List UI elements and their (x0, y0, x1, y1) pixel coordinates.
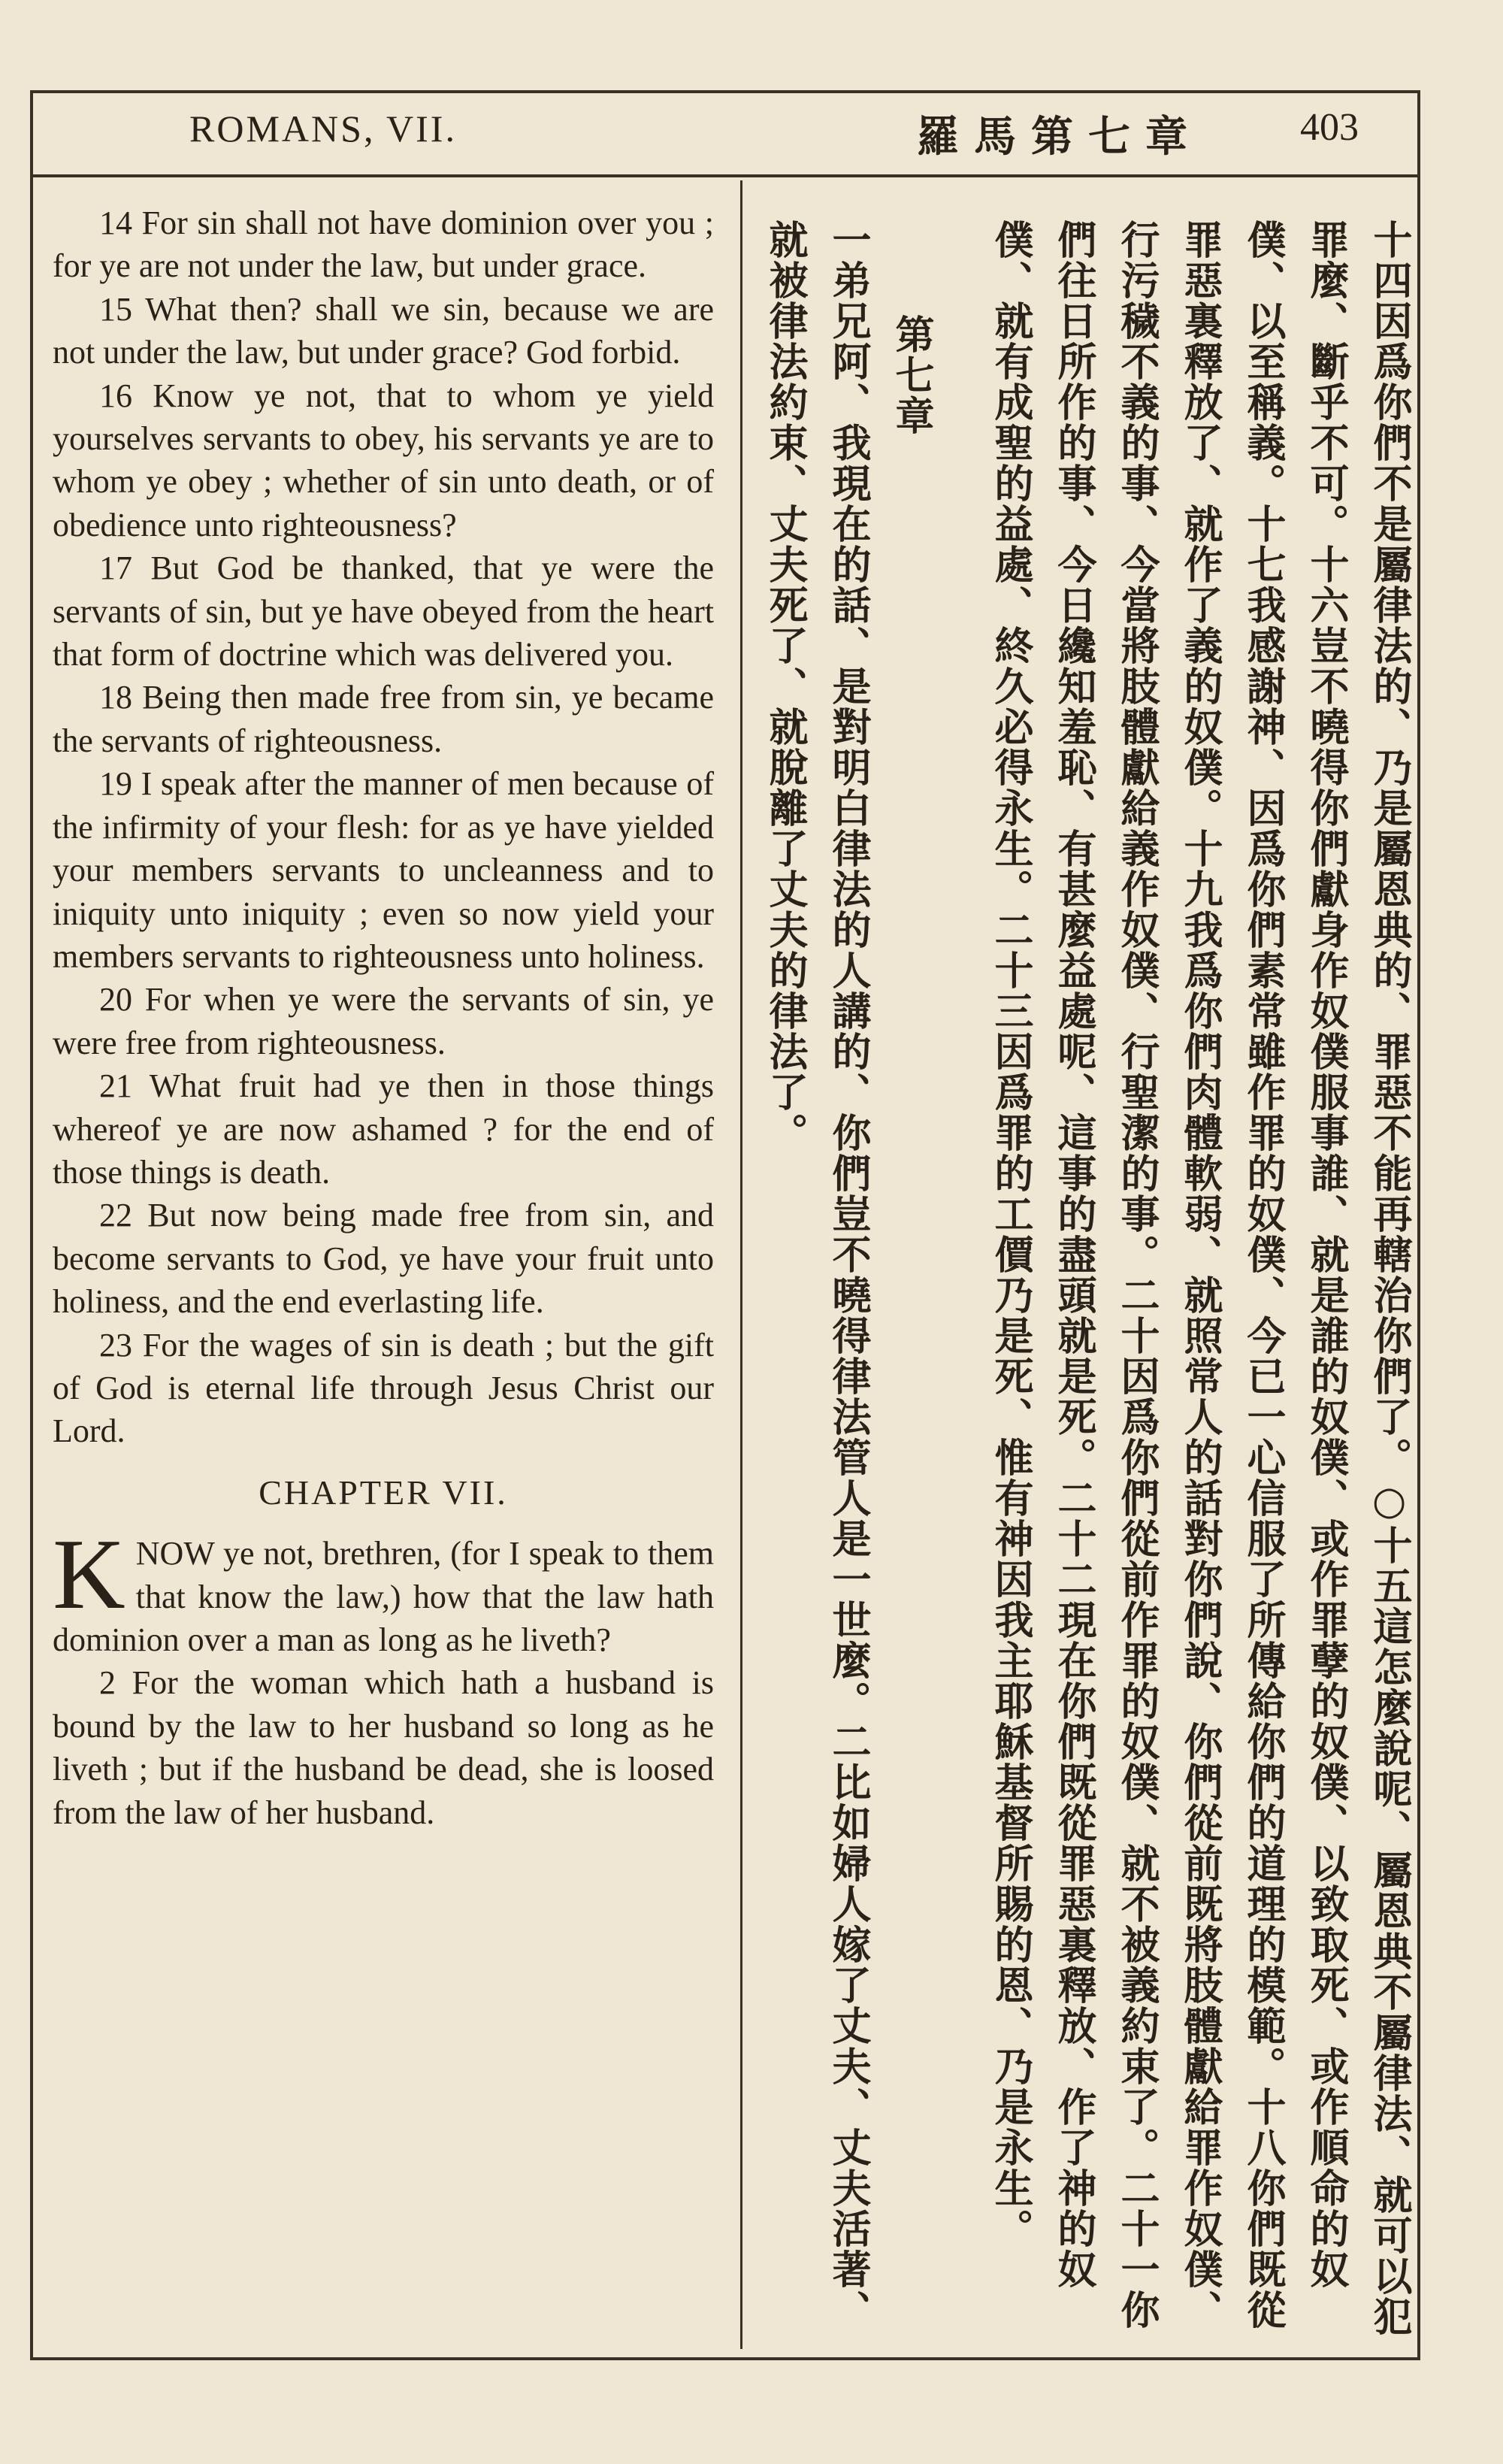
verse-19: 19 I speak after the manner of men because of the infirmity of your flesh: for as ye have yielded your members servants to uncleanness and to iniquity unto iniquity ; even so now yield your members servants to righteousness unto holiness. (53, 765, 714, 975)
verse-22: 22 But now being made free from sin, and become servants to God, ye have your fruit unto holiness, and the end everlasting life. (53, 1197, 714, 1321)
drop-cap: K (53, 1518, 126, 1630)
verse-18: 18 Being then made free from sin, ye became the servants of righteousness. (53, 679, 714, 759)
chinese-running-head: 羅馬第七章 (917, 112, 1202, 162)
verse-15: 15 What then? shall we sin, because we are not under the law, but under grace? God forbid. (53, 290, 714, 371)
chinese-main-text: 十四因爲你們不是屬律法的、乃是屬恩典的、罪惡不能再轄治你們了。○十五這怎麼說呢、屬恩典不屬律法、就可以犯罪麼、斷乎不可。十六豈不曉得你們獻身作奴僕服事誰、就是誰的奴僕、或作罪孽的奴僕、以致取死、或作順命的奴僕、以至稱義。十七我感謝神、因爲你們素常雖作罪的奴僕、今已一心信服了所傳給你們的道理的模範。十八你們既從罪惡裏釋放了、就作了義的奴僕。十九我爲你們肉體軟弱、就照常人的話對你們說、你們從前既將肢體獻給罪作奴僕、行污穢不義的事、今當將肢體獻給義作奴僕、行聖潔的事。二十因爲你們從前作罪的奴僕、就不被義約束了。二十一你們往日所作的事、今日纔知羞恥、有甚麼益處呢、這事的盡頭就是死。二十二現在你們既從罪惡裏釋放、作了神的奴僕、就有成聖的益處、終久必得永生。二十三因爲罪的工價乃是死、惟有神因我主耶穌基督所賜的恩、乃是永生。 (987, 219, 1412, 2337)
verse-17: 17 But God be thanked, that ye were the servants of sin, but ye have obeyed from the heart that form of doctrine which was delivered you. (53, 549, 714, 674)
page-number: 403 (1300, 106, 1359, 149)
header-rule (30, 174, 1420, 177)
column-divider (740, 180, 742, 2349)
chinese-chapter-title: 第七章 (888, 314, 934, 436)
english-column (53, 201, 714, 1834)
verse-23: 23 For the wages of sin is death ; but the gift of God is eternal life through Jesus Christ our Lord. (53, 1326, 714, 1450)
running-head: ROMANS, VII. (189, 107, 457, 150)
chapter-verse-1 (53, 1518, 714, 1661)
verse-21: 21 What fruit had ye then in those things whereof ye are now ashamed ? for the end of those things is death. (53, 1067, 714, 1191)
verse-16: 16 Know ye not, that to whom ye yield yourselves servants to obey, his servants ye are to whom ye obey ; whether of sin unto death, or of obedience unto righteousness? (53, 377, 714, 543)
verse-20: 20 For when ye were the servants of sin, ye were free from righteousness. (53, 981, 714, 1061)
chapter-verse-1-text: NOW ye not, brethren, (for I speak to them that know the law,) how that the law hath dominion over a man as long as he liveth? (53, 1535, 714, 1658)
chinese-chapter-text: 一弟兄阿、我現在的話、是對明白律法的人講的、你們豈不曉得律法管人是一世麼。二比如婦人嫁了丈夫、丈夫活著、就被律法約束、丈夫死了、就脫離了丈夫的律法了。 (762, 219, 871, 2330)
chapter-heading: CHAPTER VII. (259, 1473, 508, 1512)
chapter-verse-2: 2 For the woman which hath a husband is bound by the law to her husband so long as he liveth ; but if the husband be dead, she is loosed from the law of her husband. (53, 1664, 714, 1831)
verse-14: 14 For sin shall not have dominion over you ; for ye are not under the law, but under grace. (53, 204, 714, 285)
